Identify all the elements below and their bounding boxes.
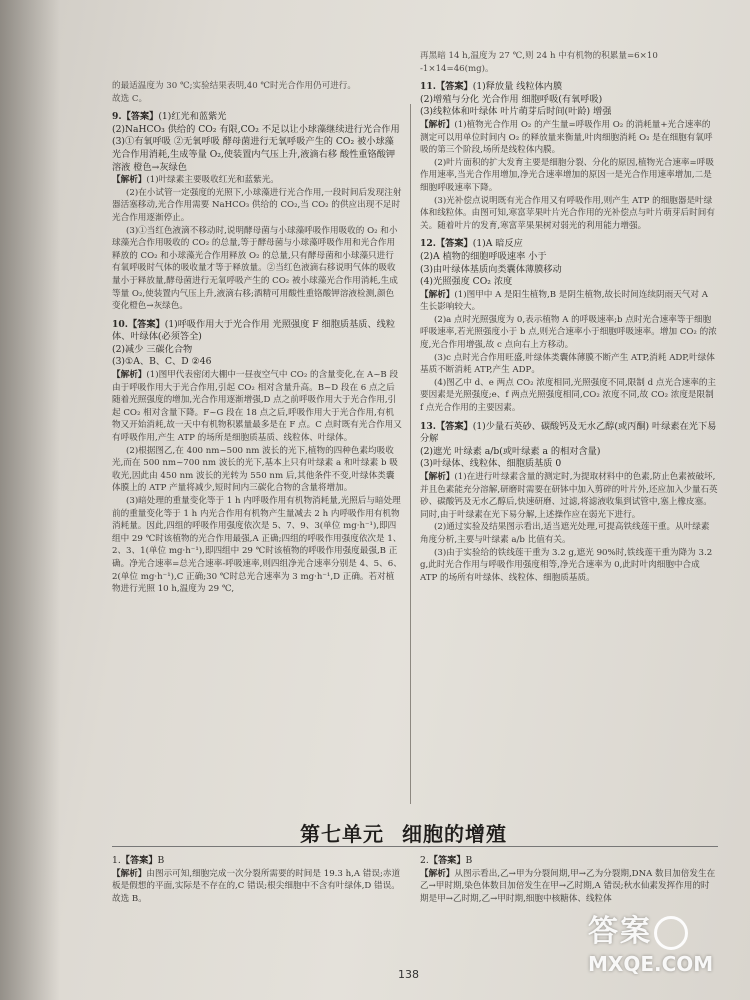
answer-line: (1)红光和蓝紫光: [158, 111, 227, 123]
question-9: [112, 111, 402, 313]
analysis-label: 【解析】: [420, 868, 455, 879]
answer-line: (2)A 植物的细胞呼吸速率 小于: [420, 250, 547, 262]
answer-label: 【答案】: [120, 855, 158, 866]
answer-line: (1)少量石英砂、碳酸钙及无水乙醇(或丙酮) 叶绿素在光下易分解: [420, 420, 717, 445]
analysis-label: 【解析】: [112, 175, 147, 186]
analysis-paragraph: (3)①当红色液滴不移动时,说明酵母菌与小球藻呼吸作用吸收的 O₂ 和小球藻光合作用吸收的 CO₂ 的总量,等于酵母菌与小球藻呼吸作用和光合作用释放的 CO₂ 和小球藻光合作用释放 O₂ 的总量,只有酵母菌和小球藻只进行有氧呼吸时气体的吸收量才等于释放量。②当红色液滴右移说明气体的吸收量小于释放量,酵母菌进行无氧呼吸产生的 CO₂ 被小球藻光合作用消耗,生成等量 O₂,使装置内气压上升,液滴右移;酒精可用酸性重铬酸钾溶液检测,颜色变化橙色→灰绿色。: [112, 225, 398, 312]
question-13: [420, 421, 718, 585]
answer-line: (2)遮光 叶绿素 a/b(或叶绿素 a 的相对含量): [420, 445, 601, 457]
analysis-paragraph: (2)a 点时光照强度为 0,表示植物 A 的呼吸速率;b 点时光合速率等于细胞呼吸速率,若光照强度小于 b 点,则光合速率小于细胞呼吸速率。增加 CO₂ 的浓度,光合作用增强,故 c 点向右上方移动。: [420, 314, 717, 351]
question-number: 9.: [112, 111, 122, 123]
answer-line: (4)光照强度 CO₂ 浓度: [420, 276, 513, 288]
answer-label: 【答案】: [435, 238, 473, 250]
right-continuation: [420, 50, 718, 75]
text-line: 的最适温度为 30 ℃;实验结果表明,40 ℃时光合作用仍可进行。: [112, 81, 356, 91]
text-line: 再黑暗 14 h,温度为 27 ℃,则 24 h 中有机物的积累量=6×10: [420, 51, 658, 61]
analysis-paragraph: (1)图甲代表密闭大棚中一昼夜空气中 CO₂ 的含量变化,在 A~B 段由于呼吸作用大于光合作用,引起 CO₂ 相对含量升高。B~D 段在 6 点之后随着光照强度的增加,光合作用逐渐增强,D 点之前呼吸作用大于光合作用,引起 CO₂ 相对含量下降。F~G 段在 18 点之后,呼吸作用大于光合作用,有机物又开始消耗,故一天中有机物积累量最多是在 F 点。C 点时既有光合作用又有呼吸作用,产生 ATP 的场所是细胞质基质、线粒体、叶绿体。: [112, 370, 402, 444]
answer-line: (3)①有氧呼吸 ②无氧呼吸 酵母菌进行无氧呼吸产生的 CO₂ 被小球藻光合作用消耗,生成等量 O₂,使装置内气压上升,液滴右移 酸性重铬酸钾溶液 橙色→灰绿色: [112, 136, 396, 173]
binding-shadow: [0, 0, 60, 1000]
analysis-paragraph: (3)光补偿点说明既有光合作用又有呼吸作用,则产生 ATP 的细胞器是叶绿体和线粒体。由图可知,寒富苹果叶片光合作用的光补偿点与叶片萌芽后时间有关。随着叶片的发育,寒富苹果果树对弱光的利用能力增强。: [420, 195, 715, 231]
question-number: 11.: [420, 81, 436, 93]
watermark-url: MXQE.COM: [588, 952, 714, 976]
question-11: [420, 81, 718, 232]
answer-value: B: [465, 855, 473, 866]
analysis-label: 【解析】: [420, 472, 455, 482]
question-number: 10.: [112, 318, 128, 330]
answer-label: 【答案】: [435, 420, 473, 432]
analysis-label: 【解析】: [420, 119, 455, 130]
bottom-right-column: [420, 855, 718, 905]
watermark-text: 答案: [588, 914, 652, 949]
analysis-paragraph: (3)暗处理的重量变化等于 1 h 内呼吸作用有机物消耗量,光照后与暗处理前的重量变化等于 1 h 内光合作用有机物产生量减去 2 h 内呼吸作用有机物消耗量。因此,四组的呼吸作用强度依次是 5、7、9、3(单位 mg·h⁻¹),即四组中 29 ℃时该植物的光合作用最强,A 正确;四组的呼吸作用强度依次是 1、2、3、1(单位 mg·h⁻¹),即四组中 29 ℃时该植物的呼吸作用强度最强,B 正确。净光合速率=总光合速率-呼吸速率,则四组净光合速率分别是 4、5、6、2(单位 mg·h⁻¹),C 正确;30 ℃时总光合速率为 3 mg·h⁻¹,D 正确。若对植物进行光照 10 h,温度为 29 ℃,: [112, 496, 402, 595]
analysis-paragraph: 从图示看出,乙→甲为分裂间期,甲→乙为分裂期,DNA 数目加倍发生在乙→甲时期,染色体数目加倍发生在甲→乙时期,A 错误;秋水仙素发挥作用的时期是甲→乙时期,乙→甲时期,细胞中核糖体、线粒体: [420, 868, 716, 904]
answer-value: B: [157, 855, 165, 866]
column-divider: [410, 104, 411, 804]
question-10: [112, 319, 402, 596]
answer-line: (2)减少 三碳化合物: [112, 343, 193, 355]
analysis-paragraph: 由图示可知,细胞完成一次分裂所需要的时间是 19.3 h,A 错误;赤道板是假想的平面,实际是不存在的,C 错误;根尖细胞中不含有叶绿体,D 错误。故选 B。: [112, 868, 401, 904]
question-12: [420, 238, 718, 414]
answer-line: (1)释放量 线粒体内膜: [472, 81, 563, 93]
analysis-paragraph: (3)由于实验给的铁线莲干重为 3.2 g,遮光 90%时,铁线莲干重为降为 3.2 g,此时光合作用与呼吸作用强度相等,净光合速率为 0,此时叶肉细胞中合成 ATP 的场所有叶绿体、线粒体、细胞质基质。: [420, 547, 713, 583]
analysis-paragraph: (3)c 点时光合作用旺盛,叶绿体类囊体薄膜不断产生 ATP,消耗 ADP,叶绿体基质不断消耗 ATP,产生 ADP。: [420, 352, 715, 376]
watermark-circle-icon: [654, 916, 688, 950]
text-line: -1×14=46(mg)。: [420, 63, 494, 74]
answer-line: (3)由叶绿体基质向类囊体薄膜移动: [420, 263, 562, 275]
left-column: [112, 0, 402, 892]
analysis-paragraph: (2)通过实验及结果图示看出,适当遮光处理,可提高铁线莲干重。从叶绿素角度分析,主要与叶绿素 a/b 比值有关。: [420, 522, 710, 545]
unit-title-rule: [112, 846, 718, 847]
analysis-paragraph: (2)根据图乙,在 400 nm~500 nm 波长的光下,植物的四种色素均吸收光,而在 500 nm~700 nm 波长的光下,基本上只有叶绿素 a 和叶绿素 b 吸收光,因此由 450 nm 波长的光转为 550 nm 后,其他条件不变,叶绿体类囊体膜上的 ATP 产量将减少,短时间内三碳化合物的含量将增加。: [112, 445, 398, 494]
analysis-label: 【解析】: [420, 289, 455, 300]
unit-number: 第七单元: [300, 822, 384, 846]
answer-line: (3)线粒体和叶绿体 叶片萌芽后时间(叶龄) 增强: [420, 106, 612, 118]
analysis-paragraph: (1)图甲中 A 是阳生植物,B 是阴生植物,故长时间连续阴雨天气对 A 生长影响较大。: [420, 289, 708, 313]
analysis-paragraph: (1)植物光合作用 O₂ 的产生量=呼吸作用 O₂ 的消耗量+光合速率的测定可以用单位时间内 O₂ 的释放量来衡量,叶肉细胞消耗 O₂ 是在细胞有氧呼吸的第三个阶段,场所是线粒体内膜。: [420, 119, 713, 156]
answer-line: (2)增殖与分化 光合作用 细胞呼吸(有氧呼吸): [420, 93, 603, 105]
page-number: 138: [398, 968, 419, 981]
analysis-paragraph: (1)在进行叶绿素含量的测定时,为提取材料中的色素,防止色素被破坏,并且色素能充分溶解,研磨时需要在研钵中加入剪碎的叶片外,还应加入少量石英砂、碳酸钙及无水乙醇后,快速研磨、过滤,将滤液收集到试管中,塞上橡皮塞。同时,由于叶绿素在光下易分解,上述操作应在弱光下进行。: [420, 472, 718, 520]
site-watermark: [588, 906, 738, 996]
question-number: 13.: [420, 420, 436, 432]
text-line: 故选 C。: [112, 93, 148, 104]
question-number: 2.: [420, 855, 429, 866]
question-number: 1.: [112, 855, 121, 866]
analysis-paragraph: (1)叶绿素主要吸收红光和蓝紫光。: [146, 175, 279, 186]
unit-title: [300, 818, 600, 847]
analysis-label: 【解析】: [112, 868, 147, 879]
answer-line: (3)叶绿体、线粒体、细胞质基质 0: [420, 458, 562, 470]
answer-line: (1)呼吸作用大于光合作用 光照强度 F 细胞质基质、线粒体、叶绿体(必须答全): [112, 318, 396, 343]
analysis-paragraph: (2)叶片面积的扩大发育主要是细胞分裂、分化的原因,植物光合速率=呼吸作用速率,当光合作用增加,净光合速率增加的原因一是光合作用速率增加,二是细胞呼吸速率下降。: [420, 157, 714, 193]
left-continuation: [112, 80, 402, 105]
answer-line: (2)NaHCO₃ 供给的 CO₂ 有限,CO₂ 不足以让小球藻继续进行光合作用: [112, 123, 400, 135]
unit-name: 细胞的增殖: [402, 822, 507, 846]
answer-label: 【答案】: [127, 318, 165, 330]
analysis-paragraph: (2)在小试管一定强度的光照下,小球藻进行光合作用,一段时间后发现注射器活塞移动,光合作用需要 NaHCO₃ 供给的 CO₂,当 CO₂ 的供应出现不足时光合作用逐渐停止。: [112, 187, 402, 223]
analysis-label: 【解析】: [112, 370, 147, 381]
answer-line: (3)①A、B、C、D ②46: [112, 356, 212, 368]
answer-label: 【答案】: [435, 81, 473, 93]
answer-label: 【答案】: [121, 111, 159, 123]
answer-line: (1)A 暗反应: [472, 238, 523, 250]
answer-label: 【答案】: [428, 855, 466, 866]
analysis-paragraph: (4)图乙中 d、e 两点 CO₂ 浓度相同,光照强度不同,限制 d 点光合速率的主要因素是光照强度;e、f 两点光照强度相同,CO₂ 浓度不同,故 CO₂ 浓度是限制 f 点光合作用的主要因素。: [420, 377, 717, 414]
bottom-left-column: [112, 855, 402, 905]
right-column: [420, 0, 718, 862]
question-number: 12.: [420, 238, 436, 250]
